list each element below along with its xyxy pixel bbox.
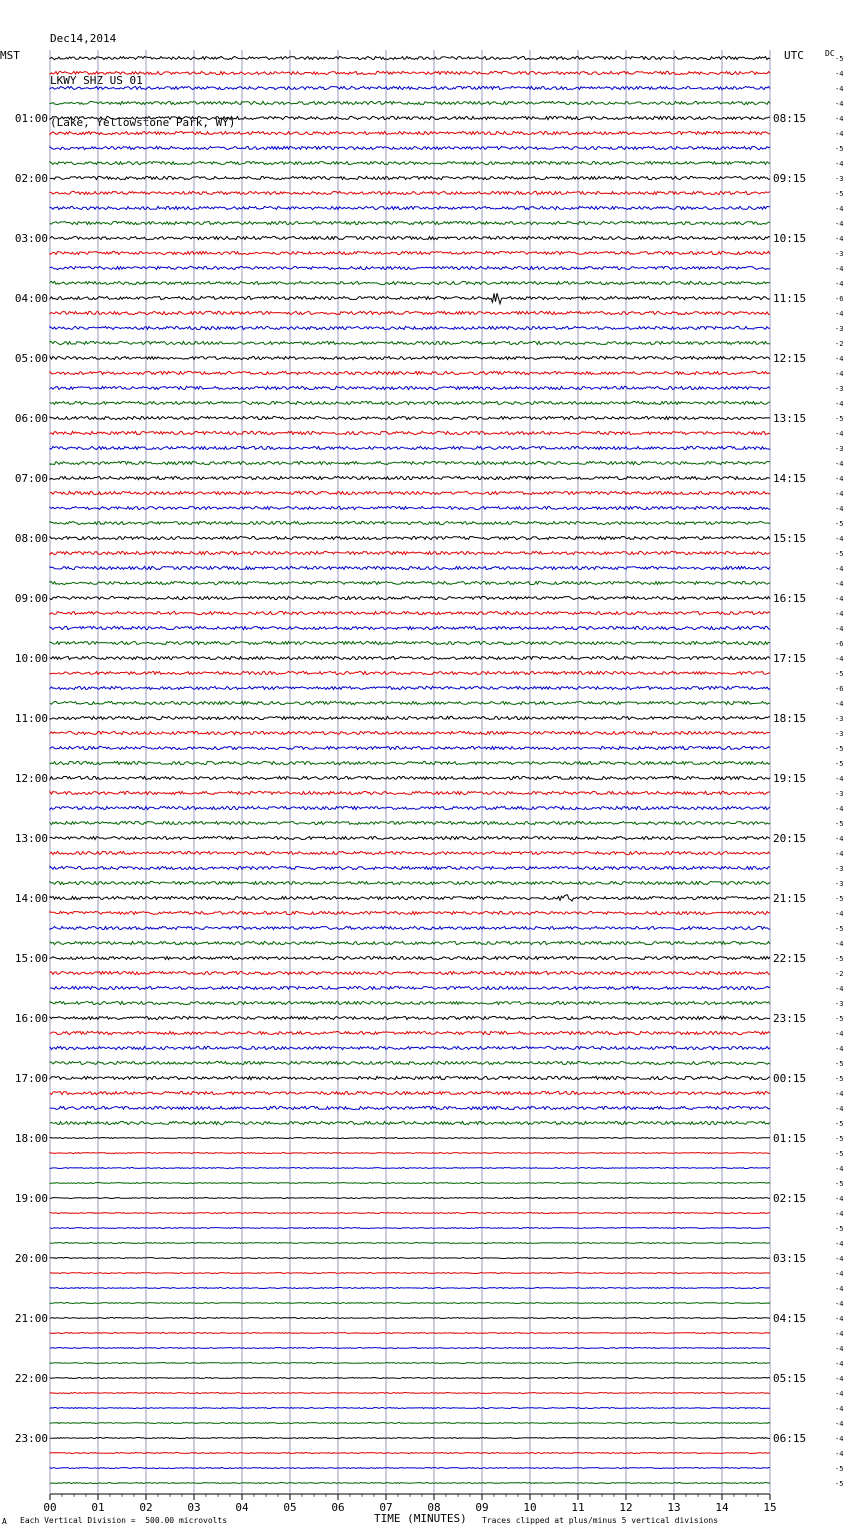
seismic-trace bbox=[50, 1393, 770, 1394]
dc-offset-label: -3 bbox=[835, 1000, 844, 1008]
dc-offset-label: -5 bbox=[835, 145, 844, 153]
seismic-trace bbox=[50, 251, 770, 254]
dc-offset-label: -4 bbox=[835, 85, 844, 93]
seismic-trace bbox=[50, 1061, 770, 1064]
seismic-trace bbox=[50, 356, 770, 359]
seismic-trace bbox=[50, 671, 770, 674]
seismic-trace bbox=[50, 341, 770, 344]
x-tick-label: 13 bbox=[667, 1501, 681, 1514]
dc-offset-label: -4 bbox=[835, 160, 844, 168]
seismic-trace bbox=[50, 236, 770, 239]
seismic-trace bbox=[50, 431, 770, 434]
seismic-trace bbox=[50, 446, 770, 449]
left-hour-label: 01:00 bbox=[14, 112, 48, 125]
dc-offset-label: -4 bbox=[835, 1300, 844, 1308]
dc-offset-label: -4 bbox=[835, 775, 844, 783]
dc-offset-label: -4 bbox=[835, 1405, 844, 1413]
x-tick-label: 07 bbox=[379, 1501, 393, 1514]
right-hour-label: 18:15 bbox=[773, 712, 807, 725]
dc-offset-label: -4 bbox=[835, 1165, 844, 1173]
x-tick-label: 08 bbox=[427, 1501, 441, 1514]
dc-offset-label: -4 bbox=[835, 1255, 844, 1263]
dc-offset-label: -5 bbox=[835, 520, 844, 528]
seismic-trace bbox=[50, 746, 770, 749]
right-hour-label: 09:15 bbox=[773, 172, 807, 185]
right-hour-label: 01:15 bbox=[773, 1132, 807, 1145]
seismic-trace bbox=[50, 1213, 770, 1214]
seismic-trace bbox=[50, 1076, 770, 1079]
seismic-trace bbox=[50, 161, 770, 164]
seismic-trace bbox=[50, 686, 770, 689]
dc-offset-label: -4 bbox=[835, 805, 844, 813]
seismic-trace bbox=[50, 56, 770, 59]
dc-offset-label: -4 bbox=[835, 1045, 844, 1053]
dc-offset-label: -4 bbox=[835, 610, 844, 618]
dc-offset-label: -4 bbox=[835, 835, 844, 843]
x-tick-label: 02 bbox=[139, 1501, 153, 1514]
dc-offset-label: -4 bbox=[835, 985, 844, 993]
x-tick-label: 09 bbox=[475, 1501, 489, 1514]
dc-offset-label: -4 bbox=[835, 460, 844, 468]
dc-offset-label: -4 bbox=[835, 70, 844, 78]
right-hour-label: 05:15 bbox=[773, 1372, 807, 1385]
left-hour-label: 15:00 bbox=[14, 952, 48, 965]
station-label: LKWY SHZ US 01 bbox=[50, 74, 143, 87]
dc-offset-label: -4 bbox=[835, 1345, 844, 1353]
left-hour-label: 10:00 bbox=[14, 652, 48, 665]
dc-offset-label: -4 bbox=[835, 1090, 844, 1098]
dc-offset-label: -5 bbox=[835, 55, 844, 63]
seismic-trace bbox=[50, 131, 770, 134]
dc-offset-label: -4 bbox=[835, 1420, 844, 1428]
seismic-trace bbox=[50, 1031, 770, 1034]
right-hour-label: 04:15 bbox=[773, 1312, 807, 1325]
seismic-trace bbox=[50, 293, 770, 304]
dc-offset-label: -3 bbox=[835, 790, 844, 798]
dc-offset-label: -4 bbox=[835, 310, 844, 318]
right-hour-label: 19:15 bbox=[773, 772, 807, 785]
seismic-trace bbox=[50, 1243, 770, 1244]
dc-offset-label: -4 bbox=[835, 1360, 844, 1368]
seismic-trace bbox=[50, 416, 770, 419]
seismic-trace bbox=[50, 761, 770, 764]
footer-mark: A bbox=[2, 1517, 7, 1526]
dc-offset-label: -4 bbox=[835, 655, 844, 663]
right-hour-label: 10:15 bbox=[773, 232, 807, 245]
seismic-trace bbox=[50, 146, 770, 149]
seismic-trace bbox=[50, 491, 770, 494]
x-tick-label: 00 bbox=[43, 1501, 57, 1514]
dc-offset-label: -4 bbox=[835, 1390, 844, 1398]
seismic-trace bbox=[50, 281, 770, 284]
seismic-trace bbox=[50, 821, 770, 824]
seismic-trace bbox=[50, 1121, 770, 1124]
right-hour-label: 03:15 bbox=[773, 1252, 807, 1265]
seismic-trace bbox=[50, 191, 770, 194]
dc-offset-label: -5 bbox=[835, 1015, 844, 1023]
seismic-trace bbox=[50, 911, 770, 914]
left-hour-label: 20:00 bbox=[14, 1252, 48, 1265]
seismic-trace bbox=[50, 1198, 770, 1199]
dc-offset-label: -5 bbox=[835, 820, 844, 828]
dc-offset-label: -5 bbox=[835, 190, 844, 198]
left-hour-label: 23:00 bbox=[14, 1432, 48, 1445]
dc-offset-label: -5 bbox=[835, 955, 844, 963]
seismic-trace bbox=[50, 1423, 770, 1424]
seismic-trace bbox=[50, 176, 770, 179]
dc-offset-label: -5 bbox=[835, 745, 844, 753]
dc-offset-label: -4 bbox=[835, 400, 844, 408]
seismic-trace bbox=[50, 881, 770, 884]
seismic-trace bbox=[50, 326, 770, 329]
left-hour-label: 05:00 bbox=[14, 352, 48, 365]
seismic-trace bbox=[50, 506, 770, 509]
left-timezone-label: MST bbox=[0, 49, 20, 62]
dc-offset-label: -4 bbox=[835, 580, 844, 588]
seismic-trace bbox=[50, 1378, 770, 1379]
left-hour-label: 11:00 bbox=[14, 712, 48, 725]
dc-offset-label: -5 bbox=[835, 1180, 844, 1188]
right-hour-label: 23:15 bbox=[773, 1012, 807, 1025]
left-hour-label: 18:00 bbox=[14, 1132, 48, 1145]
seismic-trace bbox=[50, 1168, 770, 1169]
seismic-trace bbox=[50, 1438, 770, 1439]
dc-offset-label: -5 bbox=[835, 1135, 844, 1143]
seismic-trace bbox=[50, 791, 770, 794]
dc-offset-label: -4 bbox=[835, 1285, 844, 1293]
dc-offset-label: -3 bbox=[835, 250, 844, 258]
right-hour-label: 11:15 bbox=[773, 292, 807, 305]
dc-offset-label: -4 bbox=[835, 700, 844, 708]
dc-offset-label: -4 bbox=[835, 1030, 844, 1038]
dc-offset-label: -4 bbox=[835, 940, 844, 948]
seismic-trace bbox=[50, 1106, 770, 1109]
dc-offset-label: -5 bbox=[835, 925, 844, 933]
dc-offset-label: -5 bbox=[835, 895, 844, 903]
dc-label: DC bbox=[825, 49, 835, 58]
dc-offset-label: -4 bbox=[835, 1195, 844, 1203]
dc-offset-label: -4 bbox=[835, 235, 844, 243]
x-tick-label: 04 bbox=[235, 1501, 249, 1514]
left-hour-label: 19:00 bbox=[14, 1192, 48, 1205]
dc-offset-label: -4 bbox=[835, 205, 844, 213]
seismic-trace bbox=[50, 1183, 770, 1184]
seismic-trace bbox=[50, 1138, 770, 1139]
seismic-trace bbox=[50, 926, 770, 929]
dc-offset-label: -4 bbox=[835, 595, 844, 603]
x-tick-label: 05 bbox=[283, 1501, 297, 1514]
dc-offset-label: -3 bbox=[835, 880, 844, 888]
location-label: (Lake, Yellowstone Park, WY) bbox=[50, 116, 236, 129]
x-tick-label: 01 bbox=[91, 1501, 105, 1514]
right-hour-label: 20:15 bbox=[773, 832, 807, 845]
dc-offset-label: -4 bbox=[835, 1315, 844, 1323]
seismic-trace bbox=[50, 206, 770, 209]
seismic-trace bbox=[50, 1318, 770, 1319]
seismic-trace bbox=[50, 476, 770, 479]
seismic-trace bbox=[50, 836, 770, 839]
left-hour-label: 08:00 bbox=[14, 532, 48, 545]
dc-offset-label: -4 bbox=[835, 535, 844, 543]
seismic-trace bbox=[50, 1363, 770, 1364]
right-hour-label: 06:15 bbox=[773, 1432, 807, 1445]
right-hour-label: 16:15 bbox=[773, 592, 807, 605]
date-label: Dec14,2014 bbox=[50, 32, 117, 45]
dc-offset-label: -4 bbox=[835, 280, 844, 288]
seismic-trace bbox=[50, 371, 770, 374]
seismic-trace bbox=[50, 221, 770, 224]
left-hour-label: 17:00 bbox=[14, 1072, 48, 1085]
dc-offset-label: -4 bbox=[835, 1270, 844, 1278]
dc-offset-label: -4 bbox=[835, 625, 844, 633]
dc-offset-label: -5 bbox=[835, 1465, 844, 1473]
left-hour-label: 13:00 bbox=[14, 832, 48, 845]
dc-offset-label: -4 bbox=[835, 130, 844, 138]
seismic-trace bbox=[50, 1333, 770, 1334]
dc-offset-label: -4 bbox=[835, 100, 844, 108]
seismic-trace bbox=[50, 311, 770, 314]
left-hour-label: 09:00 bbox=[14, 592, 48, 605]
seismic-trace bbox=[50, 806, 770, 809]
dc-offset-label: -4 bbox=[835, 1450, 844, 1458]
dc-offset-label: -3 bbox=[835, 175, 844, 183]
dc-offset-label: -4 bbox=[835, 1435, 844, 1443]
seismic-trace bbox=[50, 701, 770, 704]
right-hour-label: 08:15 bbox=[773, 112, 807, 125]
seismic-trace bbox=[50, 1348, 770, 1349]
seismic-trace bbox=[50, 941, 770, 944]
x-tick-label: 12 bbox=[619, 1501, 633, 1514]
left-hour-label: 14:00 bbox=[14, 892, 48, 905]
dc-offset-label: -6 bbox=[835, 295, 844, 303]
x-tick-label: 14 bbox=[715, 1501, 729, 1514]
seismic-trace bbox=[50, 656, 770, 659]
dc-offset-label: -4 bbox=[835, 1330, 844, 1338]
right-hour-label: 21:15 bbox=[773, 892, 807, 905]
dc-offset-label: -3 bbox=[835, 385, 844, 393]
dc-offset-label: -5 bbox=[835, 1225, 844, 1233]
dc-offset-label: -5 bbox=[835, 1120, 844, 1128]
seismic-trace bbox=[50, 1273, 770, 1274]
seismic-trace bbox=[50, 536, 770, 539]
dc-offset-label: -4 bbox=[835, 265, 844, 273]
dc-offset-label: -4 bbox=[835, 115, 844, 123]
dc-offset-label: -5 bbox=[835, 1075, 844, 1083]
seismic-trace bbox=[50, 1258, 770, 1259]
seismic-trace bbox=[50, 866, 770, 869]
seismic-trace bbox=[50, 86, 770, 89]
x-tick-label: 03 bbox=[187, 1501, 201, 1514]
dc-offset-label: -4 bbox=[835, 220, 844, 228]
dc-offset-label: -4 bbox=[835, 430, 844, 438]
right-hour-label: 13:15 bbox=[773, 412, 807, 425]
x-tick-label: 10 bbox=[523, 1501, 537, 1514]
seismic-trace bbox=[50, 71, 770, 74]
seismic-trace bbox=[50, 611, 770, 614]
left-hour-label: 12:00 bbox=[14, 772, 48, 785]
dc-offset-label: -4 bbox=[835, 370, 844, 378]
dc-offset-label: -5 bbox=[835, 415, 844, 423]
seismic-trace bbox=[50, 1303, 770, 1304]
seismic-trace bbox=[50, 551, 770, 554]
dc-offset-label: -2 bbox=[835, 970, 844, 978]
seismic-trace bbox=[50, 1046, 770, 1049]
dc-offset-label: -4 bbox=[835, 490, 844, 498]
clip-note: Traces clipped at plus/minus 5 vertical divisions bbox=[482, 1516, 719, 1525]
dc-offset-label: -4 bbox=[835, 565, 844, 573]
left-hour-label: 21:00 bbox=[14, 1312, 48, 1325]
left-hour-label: 22:00 bbox=[14, 1372, 48, 1385]
dc-offset-label: -5 bbox=[835, 1150, 844, 1158]
seismic-trace bbox=[50, 971, 770, 974]
right-hour-label: 14:15 bbox=[773, 472, 807, 485]
seismic-trace bbox=[50, 895, 770, 901]
seismic-trace bbox=[50, 641, 770, 644]
dc-offset-label: -6 bbox=[835, 685, 844, 693]
seismic-trace bbox=[50, 461, 770, 464]
dc-offset-label: -4 bbox=[835, 355, 844, 363]
seismic-trace bbox=[50, 1468, 770, 1469]
dc-offset-label: -3 bbox=[835, 445, 844, 453]
left-hour-label: 16:00 bbox=[14, 1012, 48, 1025]
seismic-trace bbox=[50, 1408, 770, 1409]
seismic-trace bbox=[50, 401, 770, 404]
x-axis-title: TIME (MINUTES) bbox=[374, 1512, 467, 1525]
seismic-trace bbox=[50, 1016, 770, 1019]
seismic-trace bbox=[50, 1153, 770, 1154]
right-hour-label: 15:15 bbox=[773, 532, 807, 545]
right-timezone-label: UTC bbox=[784, 49, 804, 62]
dc-offset-label: -5 bbox=[835, 760, 844, 768]
seismic-trace bbox=[50, 1091, 770, 1094]
x-tick-label: 11 bbox=[571, 1501, 585, 1514]
seismic-trace bbox=[50, 1453, 770, 1454]
seismic-trace bbox=[50, 956, 770, 959]
right-hour-label: 12:15 bbox=[773, 352, 807, 365]
seismic-trace bbox=[50, 266, 770, 269]
seismic-trace bbox=[50, 386, 770, 389]
right-hour-label: 17:15 bbox=[773, 652, 807, 665]
seismic-trace bbox=[50, 521, 770, 524]
dc-offset-label: -4 bbox=[835, 475, 844, 483]
seismic-trace bbox=[50, 731, 770, 734]
seismic-trace bbox=[50, 116, 770, 119]
right-hour-label: 22:15 bbox=[773, 952, 807, 965]
dc-offset-label: -3 bbox=[835, 325, 844, 333]
dc-offset-label: -5 bbox=[835, 670, 844, 678]
seismic-trace bbox=[50, 776, 770, 779]
scale-note: Each Vertical Division = 500.00 microvolts bbox=[20, 1516, 228, 1525]
seismic-trace bbox=[50, 596, 770, 599]
dc-offset-label: -4 bbox=[835, 1375, 844, 1383]
dc-offset-label: -3 bbox=[835, 715, 844, 723]
right-hour-label: 02:15 bbox=[773, 1192, 807, 1205]
seismic-trace bbox=[50, 716, 770, 719]
left-hour-label: 02:00 bbox=[14, 172, 48, 185]
dc-offset-label: -2 bbox=[835, 340, 844, 348]
seismic-trace bbox=[50, 626, 770, 629]
x-tick-label: 06 bbox=[331, 1501, 345, 1514]
x-tick-label: 15 bbox=[763, 1501, 777, 1514]
dc-offset-label: -4 bbox=[835, 1105, 844, 1113]
seismic-trace bbox=[50, 1483, 770, 1484]
seismic-trace bbox=[50, 1001, 770, 1004]
right-hour-label: 00:15 bbox=[773, 1072, 807, 1085]
dc-offset-label: -6 bbox=[835, 640, 844, 648]
seismic-trace bbox=[50, 1228, 770, 1229]
dc-offset-label: -5 bbox=[835, 1060, 844, 1068]
dc-offset-label: -3 bbox=[835, 865, 844, 873]
left-hour-label: 03:00 bbox=[14, 232, 48, 245]
dc-offset-label: -5 bbox=[835, 1480, 844, 1488]
dc-offset-label: -4 bbox=[835, 1210, 844, 1218]
dc-offset-label: -5 bbox=[835, 550, 844, 558]
left-hour-label: 07:00 bbox=[14, 472, 48, 485]
seismic-trace bbox=[50, 566, 770, 569]
left-hour-label: 06:00 bbox=[14, 412, 48, 425]
seismic-trace bbox=[50, 101, 770, 104]
dc-offset-label: -4 bbox=[835, 1240, 844, 1248]
dc-offset-label: -4 bbox=[835, 910, 844, 918]
seismic-trace bbox=[50, 1288, 770, 1289]
seismic-trace bbox=[50, 581, 770, 584]
dc-offset-label: -4 bbox=[835, 505, 844, 513]
dc-offset-label: -4 bbox=[835, 850, 844, 858]
seismic-trace bbox=[50, 986, 770, 989]
left-hour-label: 04:00 bbox=[14, 292, 48, 305]
dc-offset-label: -3 bbox=[835, 730, 844, 738]
seismic-trace bbox=[50, 851, 770, 854]
